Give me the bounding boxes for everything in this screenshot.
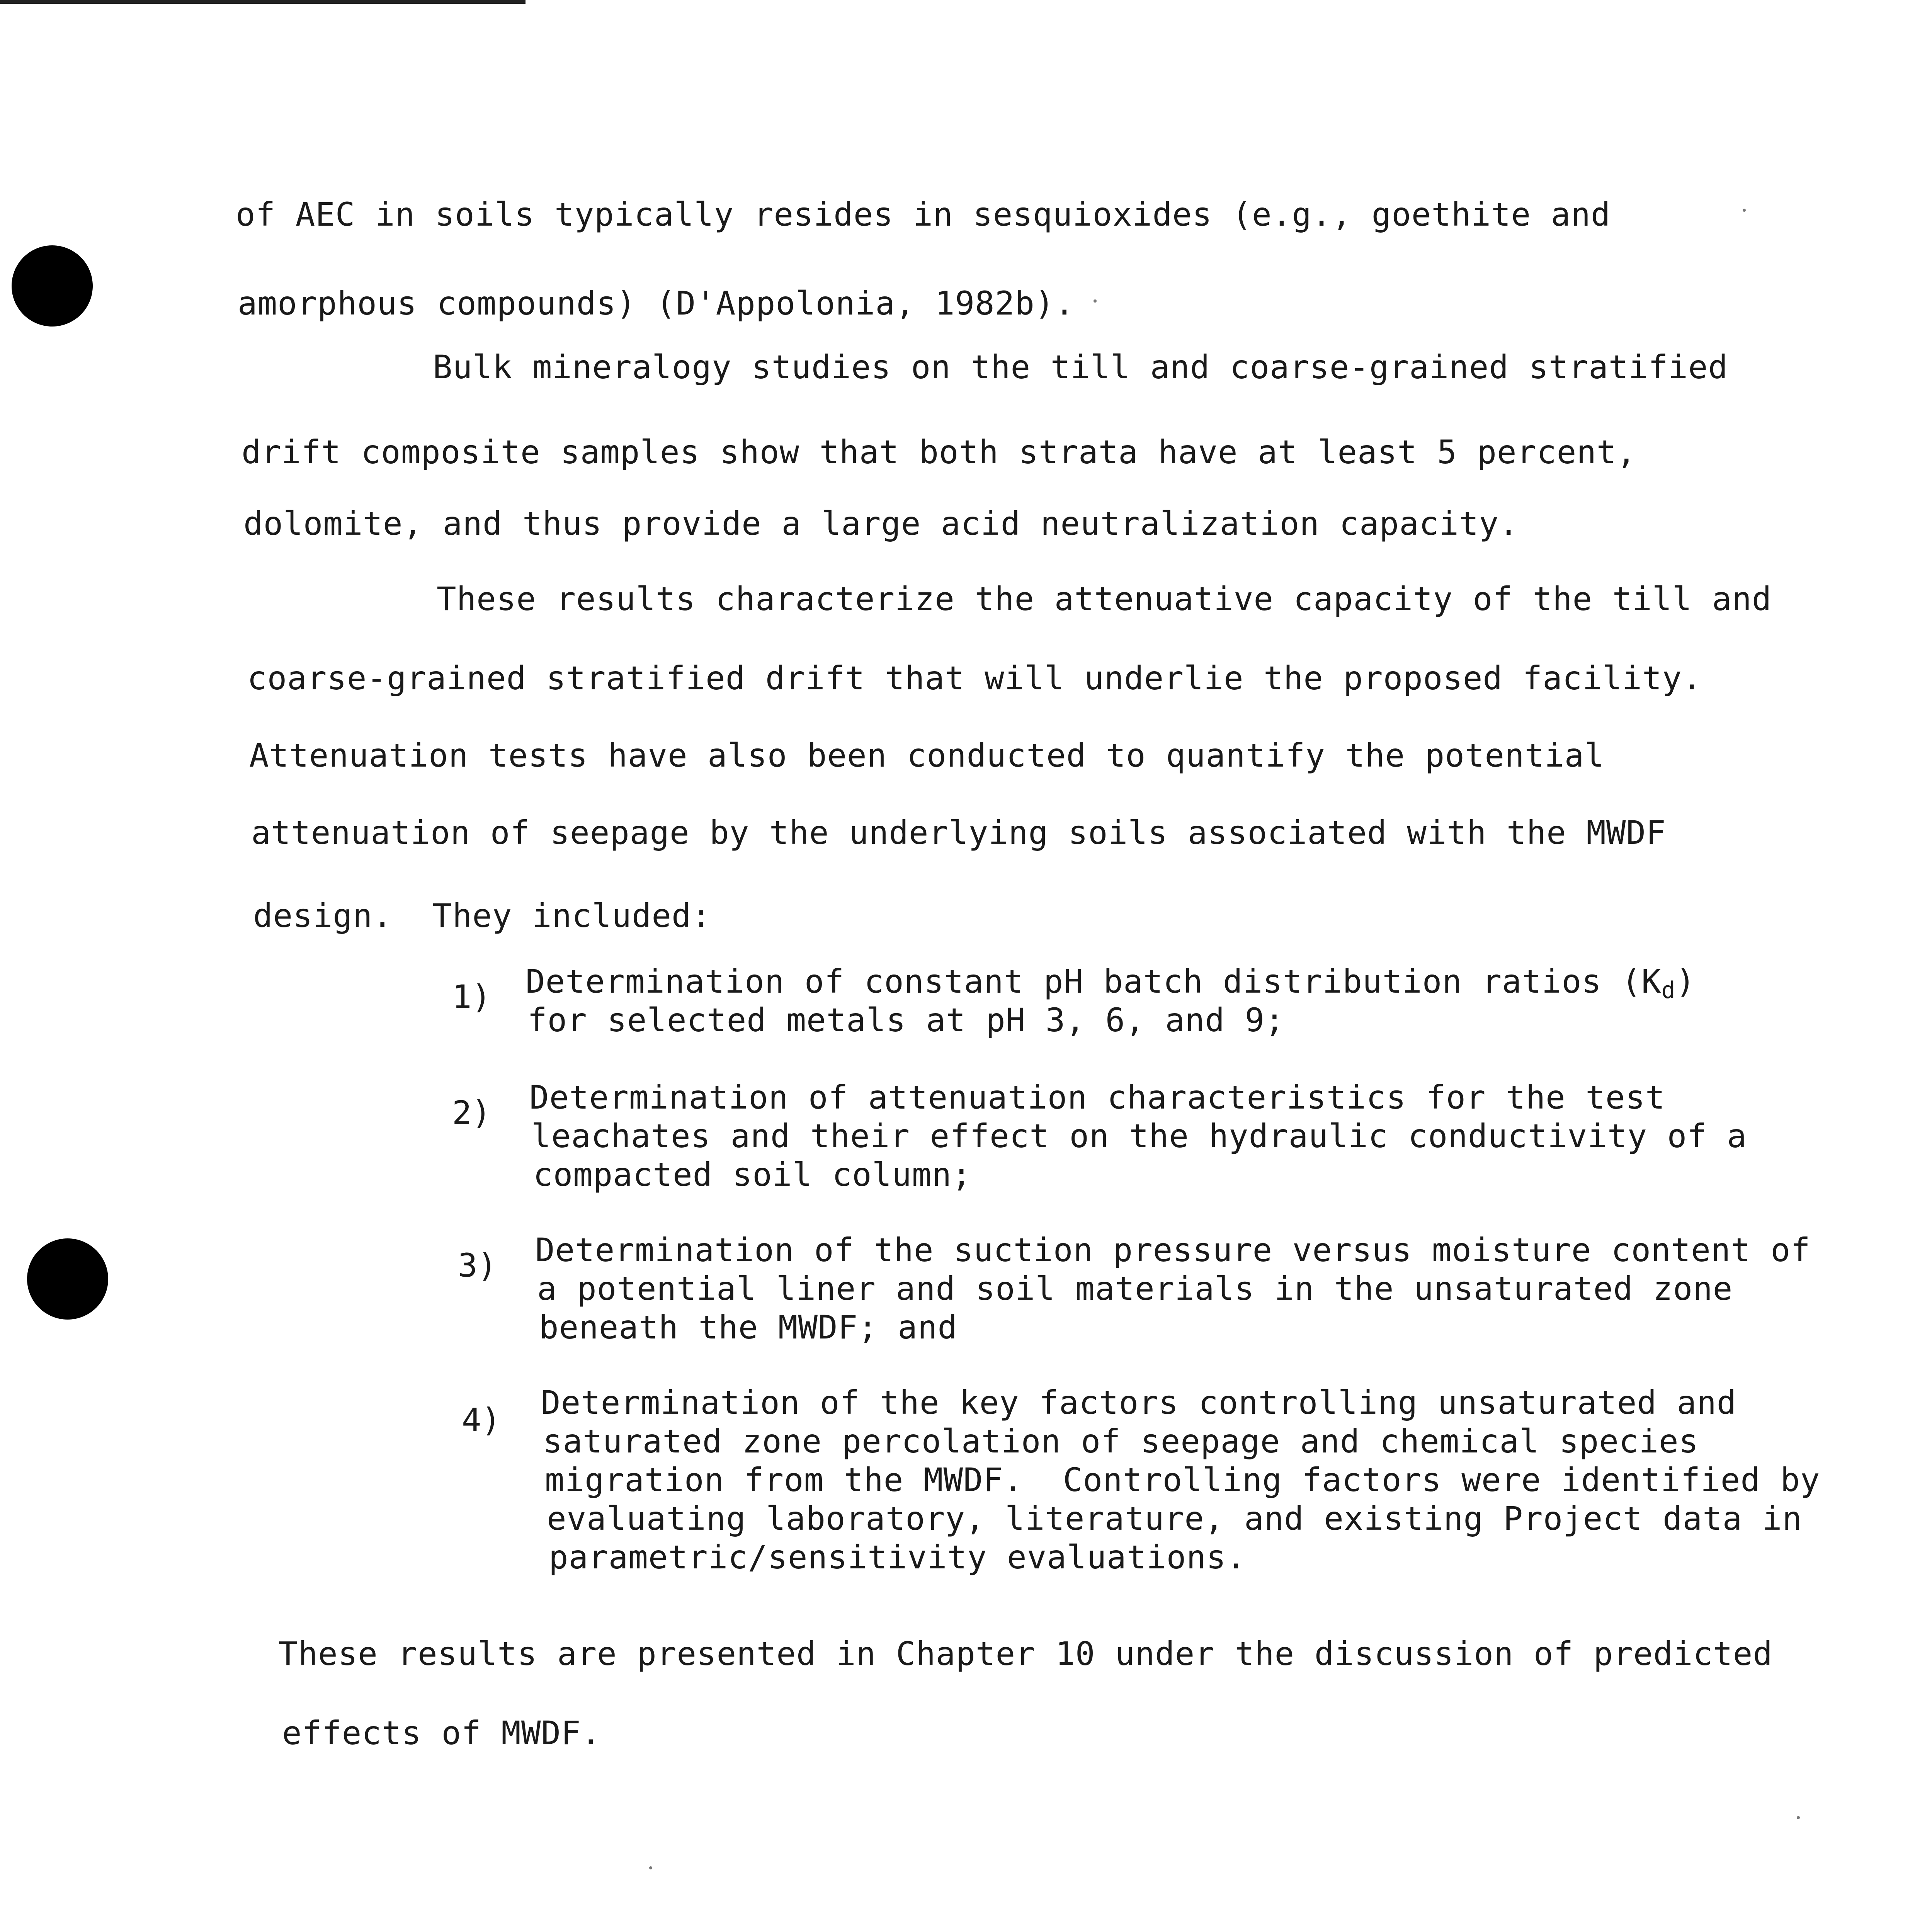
list-item-line: evaluating laboratory, literature, and existing Project data in bbox=[547, 1500, 1803, 1537]
list-item-number: 1) bbox=[452, 978, 492, 1016]
paragraph-line: dolomite, and thus provide a large acid neutralization capacity. bbox=[243, 505, 1519, 543]
paragraph-line: These results characterize the attenuative capacity of the till and bbox=[437, 580, 1772, 618]
paragraph-line: These results are presented in Chapter 10 under the discussion of predicted bbox=[278, 1635, 1773, 1673]
paragraph-line: design. They included: bbox=[253, 897, 712, 935]
paragraph-line: Bulk mineralogy studies on the till and coarse-grained stratified bbox=[433, 348, 1728, 386]
list-item-line: Determination of the suction pressure versus moisture content of bbox=[535, 1231, 1811, 1269]
paragraph-line: attenuation of seepage by the underlying soils associated with the MWDF bbox=[251, 814, 1666, 852]
list-item-line: beneath the MWDF; and bbox=[539, 1308, 958, 1346]
punch-hole-top bbox=[12, 245, 93, 327]
paragraph-line: Attenuation tests have also been conducted to quantify the potential bbox=[249, 736, 1604, 774]
top-edge-rule bbox=[0, 0, 526, 4]
paragraph-line: coarse-grained stratified drift that will underlie the proposed facility. bbox=[247, 659, 1702, 697]
list-item-line: Determination of attenuation characteristics for the test bbox=[529, 1078, 1665, 1116]
list-item-line: Determination of constant pH batch distribution ratios $(K_d)$ bbox=[526, 963, 1696, 1004]
list-item-line: for selected metals at pH 3, 6, and 9; bbox=[527, 1001, 1285, 1039]
speck bbox=[1743, 209, 1746, 212]
list-item-line: parametric/sensitivity evaluations. bbox=[549, 1538, 1247, 1576]
paragraph-line: amorphous compounds) (D'Appolonia, 1982b). bbox=[238, 284, 1075, 322]
speck bbox=[1797, 1816, 1800, 1819]
punch-hole-middle bbox=[27, 1238, 108, 1320]
paragraph-line: effects of MWDF. bbox=[282, 1714, 601, 1752]
list-item-number: 4) bbox=[462, 1401, 501, 1439]
speck bbox=[649, 1866, 652, 1869]
list-item-number: 3) bbox=[458, 1247, 497, 1284]
speck bbox=[1094, 299, 1097, 303]
list-item-number: 2) bbox=[452, 1094, 492, 1132]
list-item-line: leachates and their effect on the hydraulic conductivity of a bbox=[531, 1117, 1747, 1155]
list-item-line: compacted soil column; bbox=[533, 1156, 972, 1194]
paragraph-line: of AEC in soils typically resides in sesquioxides (e.g., goethite and bbox=[236, 196, 1611, 233]
list-item-line: migration from the MWDF. Controlling factors were identified by bbox=[545, 1461, 1820, 1499]
list-item-line: saturated zone percolation of seepage and chemical species bbox=[543, 1422, 1699, 1460]
paragraph-line: drift composite samples show that both strata have at least 5 percent, bbox=[242, 433, 1637, 471]
subscript-d: d bbox=[1661, 977, 1676, 1004]
list-item-line: Determination of the key factors controlling unsaturated and bbox=[541, 1384, 1737, 1422]
list-item-line: a potential liner and soil materials in the unsaturated zone bbox=[537, 1270, 1733, 1308]
